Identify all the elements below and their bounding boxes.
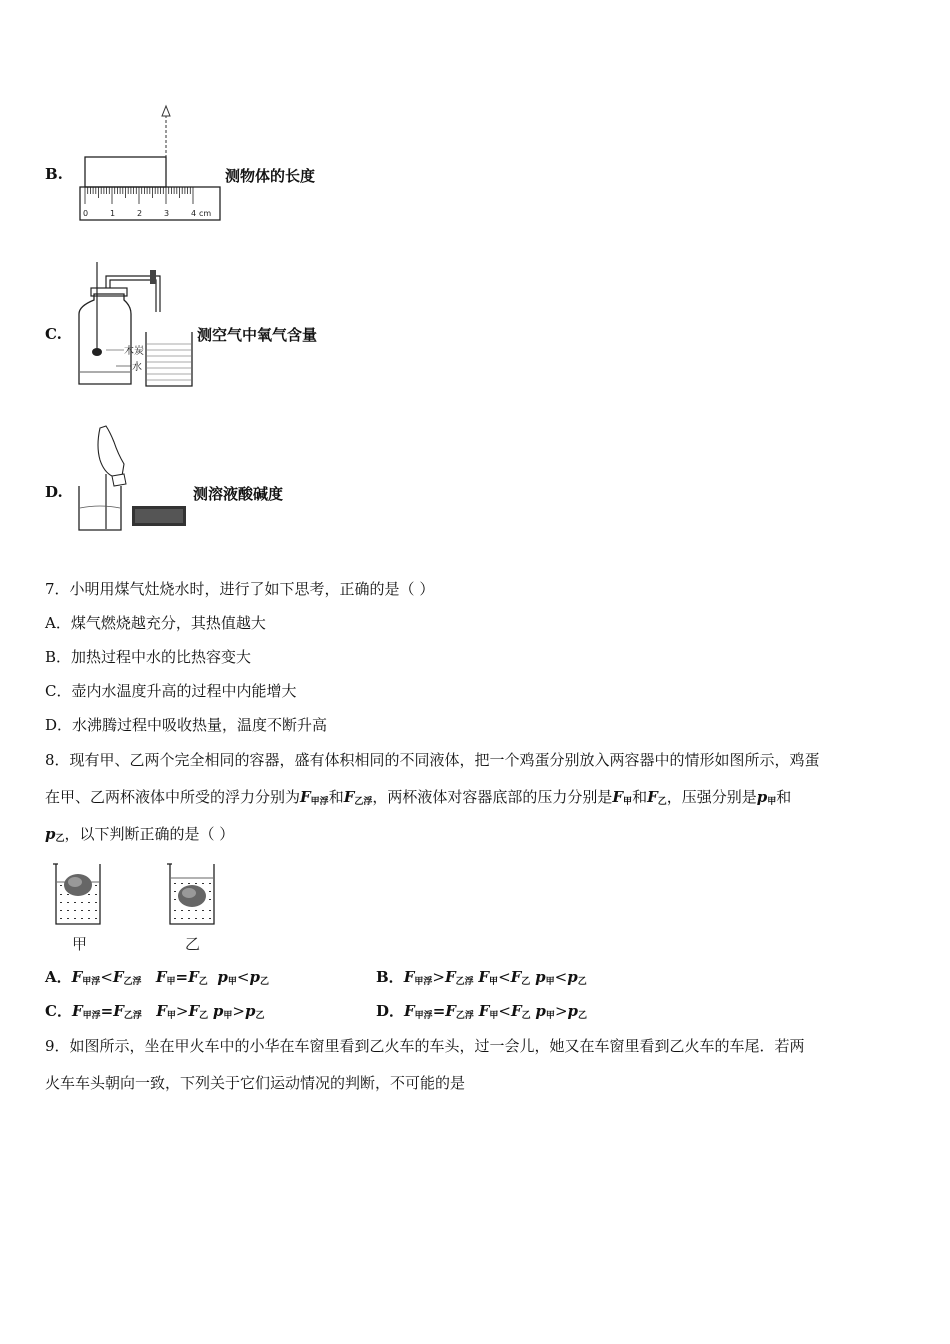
q7-option-b: B．加热过程中水的比热容变大 xyxy=(45,648,252,666)
ruler-tick-3: 3 xyxy=(164,209,170,218)
q7-option-a: A．煤气燃烧越充分，其热值越大 xyxy=(45,614,266,632)
option-d-caption: 测溶液酸碱度 xyxy=(193,485,284,503)
ruler-tick-1: 1 xyxy=(110,209,116,218)
option-b-caption: 测物体的长度 xyxy=(225,167,316,185)
ruler-tick-0: 0 xyxy=(83,209,89,218)
q8-option-c: C．$F_{甲浮}=F_{乙浮}$ $F_甲>F_乙$ $p_甲>p_乙$ xyxy=(45,1002,265,1021)
q8-option-a: A．$F_{甲浮}<F_{乙浮}$ $F_甲=F_乙$ $p_甲<p_乙$ xyxy=(45,968,269,987)
q8-line1: 8．现有甲、乙两个完全相同的容器，盛有体积相同的不同液体，把一个鸡蛋分别放入两容器中的情形如图所示，鸡蛋 xyxy=(45,751,820,769)
ruler-tick-2: 2 xyxy=(137,209,143,218)
q9-line2: 火车车头朝向一致，下列关于它们运动情况的判断，不可能的是 xyxy=(45,1074,466,1092)
ruler-figure xyxy=(78,100,223,225)
option-b-letter: B. xyxy=(45,165,63,183)
cup-left-label: 甲 xyxy=(72,935,88,953)
egg-cups-figure xyxy=(50,858,225,953)
cup-right-label: 乙 xyxy=(185,935,201,953)
q8-line2: 在甲、乙两杯液体中所受的浮力分别为$F_{甲浮}$和$F_{乙浮}$，两杯液体对容器底部的压力分别是$F_甲$和$F_乙$，压强分别是$p_甲$和 xyxy=(45,788,792,807)
oxygen-apparatus-figure xyxy=(76,262,198,388)
q7-stem: 7．小明用煤气灶烧水时，进行了如下思考，正确的是（ ） xyxy=(45,580,435,598)
q8-line3: $p_乙$，以下判断正确的是（ ） xyxy=(45,825,235,844)
option-c-letter: C. xyxy=(45,325,62,343)
q8-option-d: D．$F_{甲浮}=F_{乙浮}$ $F_甲<F_乙$ $p_甲>p_乙$ xyxy=(376,1002,588,1021)
ph-test-figure xyxy=(76,424,191,536)
label-charcoal: 木炭 xyxy=(124,346,144,357)
ruler-unit: cm xyxy=(199,209,212,218)
label-water: 水 xyxy=(132,362,142,373)
option-d-letter: D. xyxy=(45,483,63,501)
q7-option-d: D．水沸腾过程中吸收热量，温度不断升高 xyxy=(45,716,328,734)
option-c-caption: 测空气中氧气含量 xyxy=(197,326,318,344)
q8-option-b: B．$F_{甲浮}>F_{乙浮}$ $F_甲<F_乙$ $p_甲<p_乙$ xyxy=(376,968,587,987)
ruler-tick-4: 4 xyxy=(191,209,197,218)
q9-line1: 9．如图所示，坐在甲火车中的小华在车窗里看到乙火车的车头，过一会儿，她又在车窗里看到乙火车的车尾．若两 xyxy=(45,1037,805,1055)
q7-option-c: C．壶内水温度升高的过程中内能增大 xyxy=(45,682,297,700)
